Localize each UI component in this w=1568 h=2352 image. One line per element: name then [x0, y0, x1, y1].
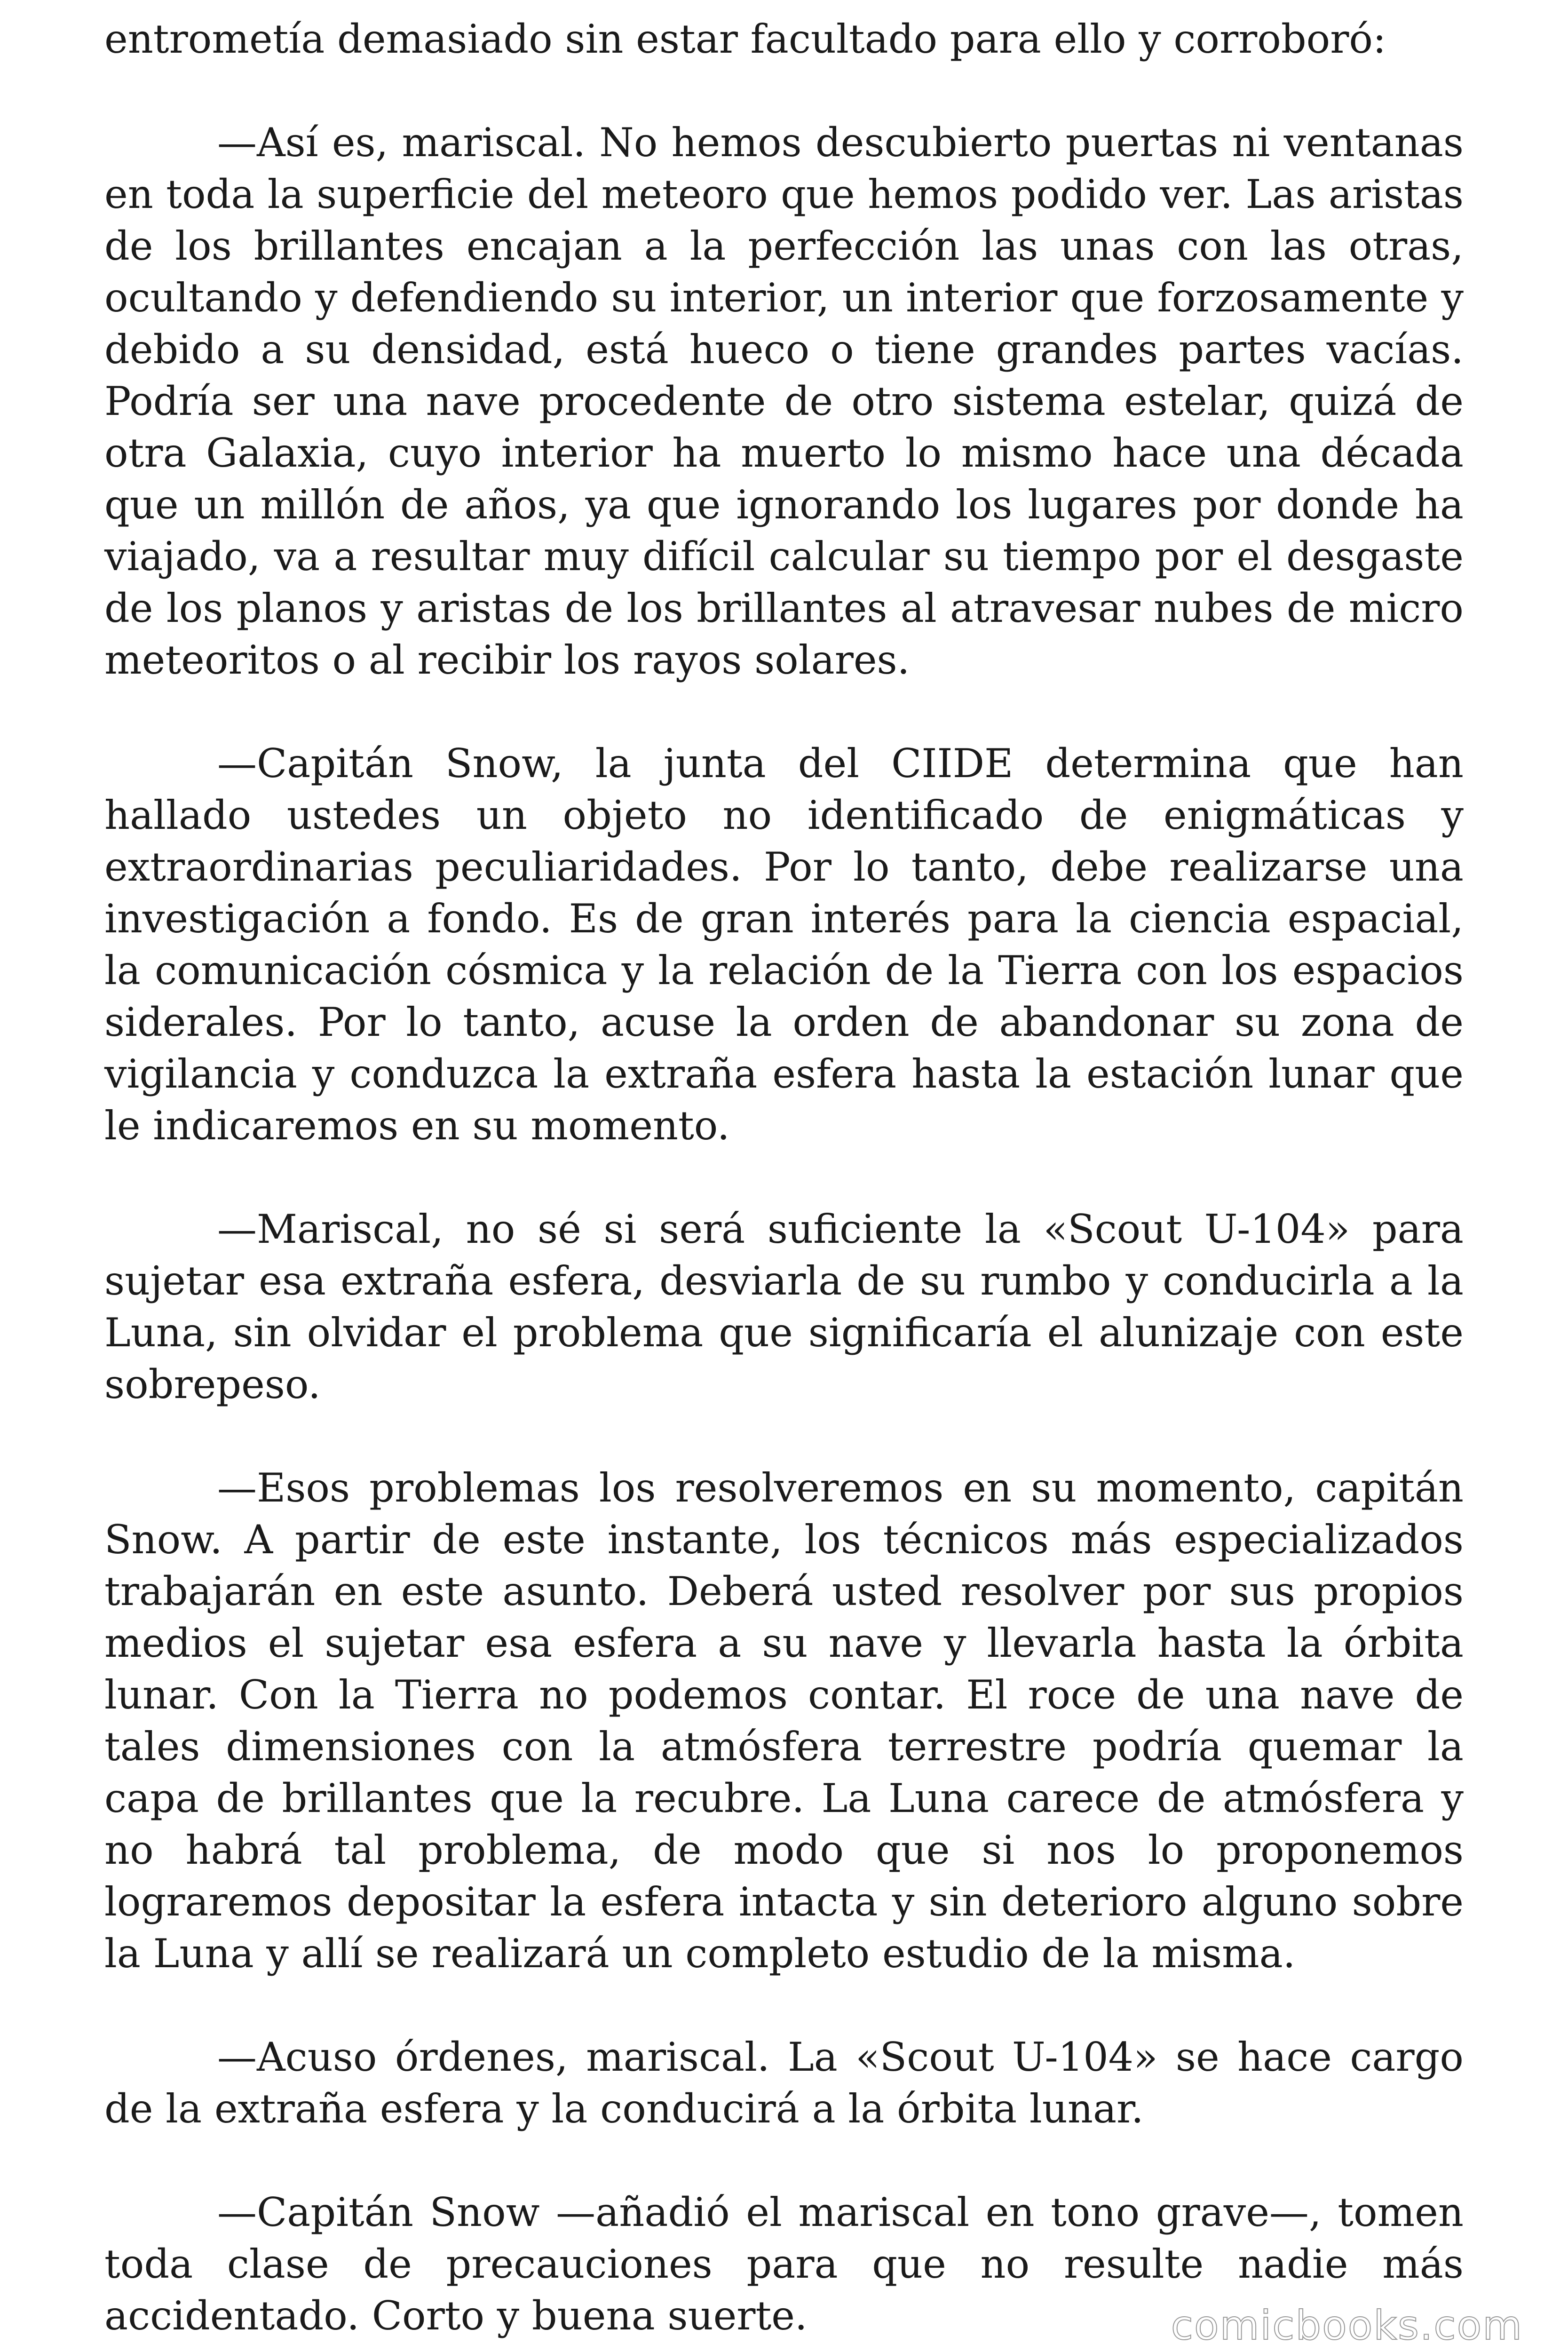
- paragraph-dialogue-meteoro: —Así es, mariscal. No hemos descubierto puertas ni ventanas en toda la superficie del meteoro que hemos podido ver. Las aristas de los brillantes encajan a la perfección las unas con las otras, ocultando y defendiendo su interior, un interior que forzosamente y debido a su densidad, está hueco o tiene grandes partes vacías. Podría ser una nave procedente de otro sistema estelar, quizá de otra Galaxia, cuyo interior ha muerto lo mismo hace una década que un millón de años, ya que ignorando los lugares por donde ha viajado, va a resultar muy difícil calcular su tiempo por el desgaste de los planos y aristas de los brillantes al atravesar nubes de micro meteoritos o al recibir los rayos solares.: [104, 119, 1464, 683]
- paragraph-dialogue-precauciones: —Capitán Snow —añadió el mariscal en tono grave—, tomen toda clase de precauciones para que no resulte nadie más accidentado. Corto y buena suerte.: [104, 2189, 1464, 2339]
- watermark-logo: comicbooks.com: [1171, 2302, 1523, 2349]
- paragraph-dialogue-problemas: —Esos problemas los resolveremos en su momento, capitán Snow. A partir de este instante, los técnicos más especializados trabajarán en este asunto. Deberá usted resolver por sus propios medios el sujetar esa esfera a su nave y llevarla hasta la órbita lunar. Con la Tierra no podemos contar. El roce de una nave de tales dimensiones con la atmósfera terrestre podría quemar la capa de brillantes que la recubre. La Luna carece de atmósfera y no habrá tal problema, de modo que si nos lo proponemos lograremos depositar la esfera intacta y sin deterioro alguno sobre la Luna y allí se realizará un completo estudio de la misma.: [104, 1465, 1464, 1977]
- body-text: [104, 13, 1464, 2352]
- paragraph-dialogue-acuso: —Acuso órdenes, mariscal. La «Scout U-104» se hace cargo de la extraña esfera y la conducirá a la órbita lunar.: [104, 2034, 1464, 2132]
- paragraph-continuation: entrometía demasiado sin estar facultado para ello y corroboró:: [104, 16, 1386, 62]
- paragraph-dialogue-ciide: —Capitán Snow, la junta del CIIDE determina que han hallado ustedes un objeto no identificado de enigmáticas y extraordinarias peculiaridades. Por lo tanto, debe realizarse una investigación a fondo. Es de gran interés para la ciencia espacial, la comunicación cósmica y la relación de la Tierra con los espacios siderales. Por lo tanto, acuse la orden de abandonar su zona de vigilancia y conduzca la extraña esfera hasta la estación lunar que le indicaremos en su momento.: [104, 740, 1464, 1149]
- paragraph-dialogue-scout: —Mariscal, no sé si será suficiente la «Scout U-104» para sujetar esa extraña esfera, desviarla de su rumbo y conducirla a la Luna, sin olvidar el problema que significaría el alunizaje con este sobrepeso.: [104, 1206, 1464, 1407]
